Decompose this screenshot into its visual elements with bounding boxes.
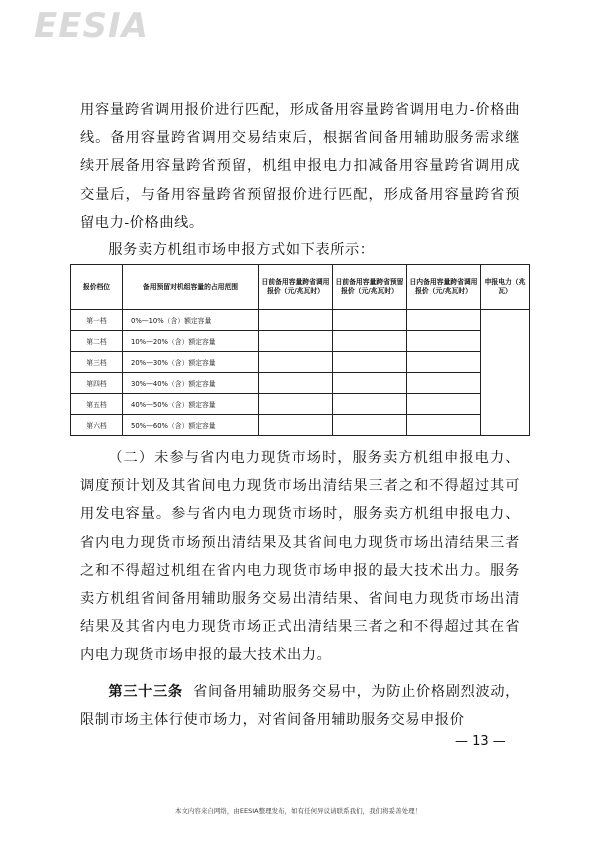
price-cell: [407, 394, 481, 415]
price-cell: [333, 352, 407, 373]
tier-cell: 第四档: [71, 373, 123, 394]
price-cell: [407, 331, 481, 352]
range-cell: 50%—60%（含）额定容量: [123, 415, 259, 436]
table-header-row: [71, 265, 530, 310]
col-header-tier: 报价档位: [71, 265, 123, 310]
tier-cell: 第五档: [71, 394, 123, 415]
col-header-dayahead-call: 日前备用容量跨省调用报价（元/兆瓦时）: [259, 265, 333, 310]
col-header-intraday-call: 日内备用容量跨省调用报价（元/兆瓦时）: [407, 265, 481, 310]
price-cell: [333, 415, 407, 436]
price-cell: [259, 415, 333, 436]
price-cell: [333, 310, 407, 331]
price-cell: [333, 331, 407, 352]
table-row: [71, 373, 530, 394]
table-row: [71, 394, 530, 415]
price-cell: [259, 373, 333, 394]
tier-cell: 第一档: [71, 310, 123, 331]
article-33: [80, 678, 520, 734]
price-cell: [259, 331, 333, 352]
table-row: [71, 331, 530, 352]
table-row: [71, 352, 530, 373]
article-number: 第三十三条: [108, 684, 183, 700]
price-cell: [333, 373, 407, 394]
price-cell: [407, 415, 481, 436]
range-cell: 20%—30%（含）额定容量: [123, 352, 259, 373]
range-cell: 0%—10%（含）额定容量: [123, 310, 259, 331]
table-row: [71, 415, 530, 436]
range-cell: 30%—40%（含）额定容量: [123, 373, 259, 394]
tier-cell: 第二档: [71, 331, 123, 352]
price-cell: [333, 394, 407, 415]
price-cell: [259, 352, 333, 373]
table-row: [71, 310, 530, 331]
col-header-dayahead-reserve: 日前备用容量跨省预留报价（元/兆瓦时）: [333, 265, 407, 310]
tier-cell: 第六档: [71, 415, 123, 436]
range-cell: 40%—50%（含）额定容量: [123, 394, 259, 415]
price-cell: [407, 352, 481, 373]
bid-table: [70, 264, 530, 436]
price-cell: [407, 310, 481, 331]
article-text: 省间备用辅助服务交易中，为防止价格剧烈波动，限制市场主体行使市场力，对省间备用辅助服务交易申报价: [80, 684, 520, 729]
paragraph-3: （二）未参与省内电力现货市场时，服务卖方机组申报电力、调度预计划及其省间电力现货市场出清结果三者之和不得超过其可用发电容量。参与省内电力现货市场时，服务卖方机组申报电力、省内电力现货市场预出清结果及其省间电力现货市场出清结果三者之和不得超过机组在省内电力现货市场申报的最大技术出力。服务卖方机组省间备用辅助服务交易出清结果、省间电力现货市场出清结果及其省内电力现货市场正式出清结果三者之和不得超过其在省内电力现货市场申报的最大技术出力。: [80, 450, 520, 664]
eesia-logo: EESIA: [34, 6, 149, 46]
tier-cell: 第三档: [71, 352, 123, 373]
price-cell: [259, 394, 333, 415]
price-cell: [259, 310, 333, 331]
paragraph-2: 服务卖方机组市场申报方式如下表所示：: [108, 242, 375, 258]
col-header-declared-power: 申报电力（兆瓦）: [481, 265, 530, 310]
price-cell: [407, 373, 481, 394]
range-cell: 10%—20%（含）额定容量: [123, 331, 259, 352]
declared-power-cell: [481, 310, 530, 436]
page-number: — 13 —: [455, 734, 506, 749]
col-header-range: 备用预留对机组容量的占用范围: [123, 265, 259, 310]
paragraph-1: 用容量跨省调用报价进行匹配，形成备用容量跨省调用电力-价格曲线。备用容量跨省调用交易结束后，根据省间备用辅助服务需求继续开展备用容量跨省预留，机组申报电力扣减备用容量跨省调用成交量后，与备用容量跨省预留报价进行匹配，形成备用容量跨省预留电力-价格曲线。: [80, 102, 520, 231]
footer-notice: 本文内容来自网络，由EESIA整理发布，如有任何异议请联系我们，我们将妥善处理！: [174, 807, 422, 815]
